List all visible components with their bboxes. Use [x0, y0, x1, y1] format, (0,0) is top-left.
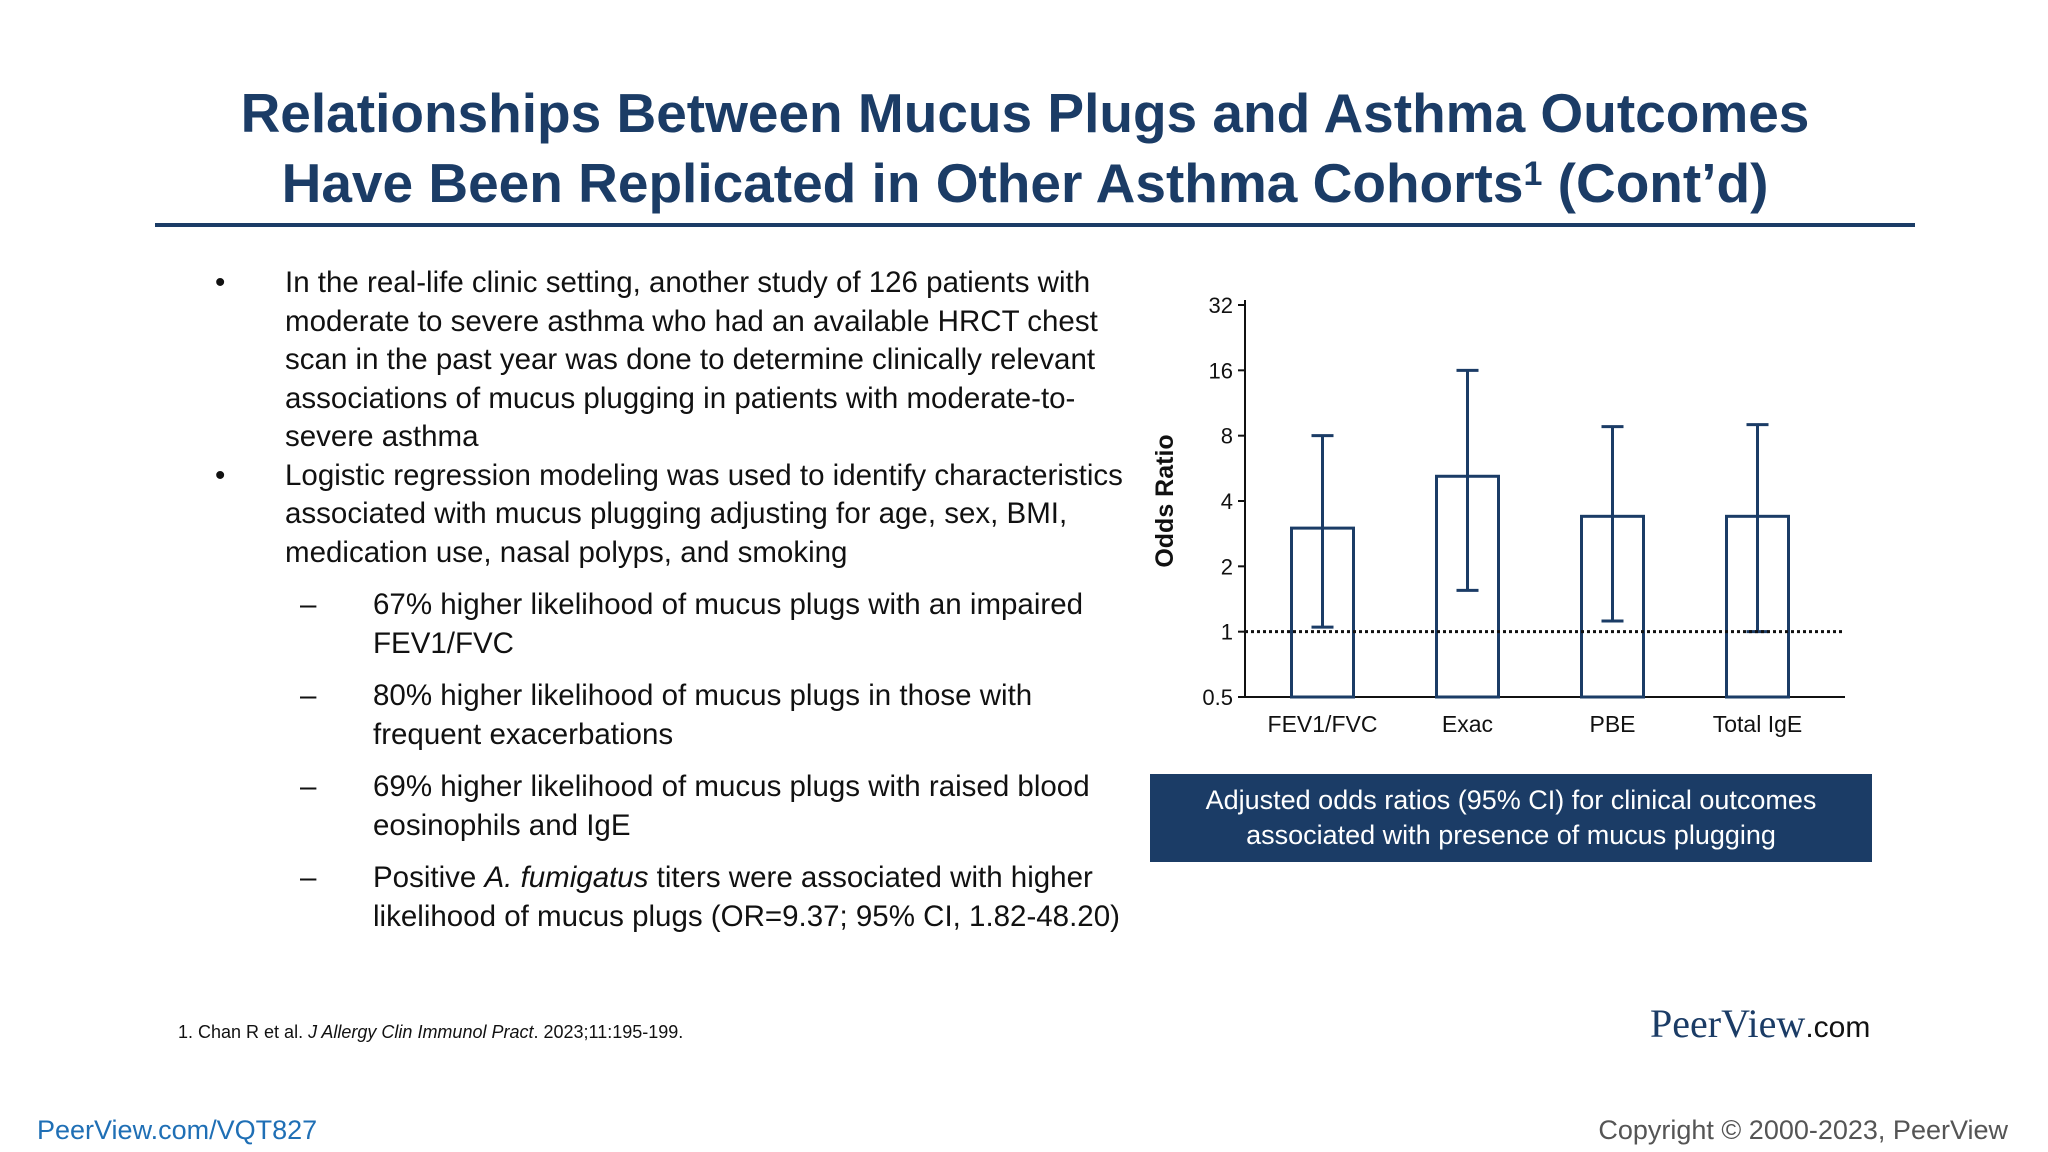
- y-axis-title: Odds Ratio: [1151, 434, 1179, 568]
- bullet-marker: •: [215, 266, 226, 299]
- slide-title: [150, 78, 1900, 218]
- bullet-item: [205, 264, 1145, 457]
- bullet-item: [205, 457, 1145, 573]
- sub-bullet-text-before: Positive: [373, 861, 485, 894]
- title-line-1: Relationships Between Mucus Plugs and Asthma Outcomes: [240, 82, 1810, 144]
- reference-prefix: 1. Chan R et al.: [178, 1022, 309, 1042]
- sub-bullet-item: [205, 768, 1145, 845]
- x-tick-label: FEV1/FVC: [1267, 711, 1378, 737]
- y-tick-label: 0.5: [1202, 685, 1233, 710]
- brand-logo: [1650, 1000, 1870, 1047]
- brand-tld: .com: [1805, 1011, 1871, 1044]
- sub-bullet-marker: –: [300, 588, 317, 621]
- copyright: Copyright © 2000-2023, PeerView: [1598, 1115, 2008, 1145]
- title-divider: [155, 223, 1915, 227]
- sub-bullet-marker: –: [300, 861, 317, 894]
- sub-bullet-text: 69% higher likelihood of mucus plugs with raised blood eosinophils and IgE: [373, 770, 1090, 842]
- reference-journal: J Allergy Clin Immunol Pract: [308, 1022, 534, 1042]
- title-line-2-text: Have Been Replicated in Other Asthma Cohorts: [281, 152, 1524, 214]
- y-tick-label: 2: [1220, 554, 1233, 580]
- bullet-marker: •: [215, 458, 226, 492]
- bullet-text: In the real-life clinic setting, another study of 126 patients with moderate to severe asthma who had an available HRCT chest scan in the past year was done to determine clinically relevant associations of mucus plugging in patients with moderate-to-severe asthma: [285, 266, 1098, 453]
- x-tick-label: Exac: [1441, 711, 1494, 737]
- sub-bullet-text-after: titers were associated with higher likelihood of mucus plugs (OR=9.37; 95% CI, 1.82-48.20): [373, 861, 1120, 933]
- y-tick-label: 1: [1220, 619, 1233, 645]
- title-line-2: [150, 148, 1900, 218]
- y-tick-label: 16: [1208, 358, 1233, 384]
- title-suffix: (Cont’d): [1542, 152, 1769, 214]
- reference-suffix: . 2023;11:195-199.: [533, 1022, 684, 1042]
- chart-caption-text: Adjusted odds ratios (95% CI) for clinical outcomes associated with presence of mucus plugging: [1205, 785, 1817, 850]
- sub-bullet-text: 67% higher likelihood of mucus plugs with an impaired FEV1/FVC: [373, 588, 1084, 660]
- y-tick-label: 32: [1208, 293, 1233, 318]
- sub-bullet-item: [205, 677, 1145, 754]
- species-name: A. fumigatus: [484, 861, 649, 894]
- y-tick-label: 8: [1220, 423, 1233, 449]
- x-tick-label: PBE: [1589, 711, 1636, 737]
- sub-bullet-item: [205, 586, 1145, 663]
- sub-bullet-item: [205, 859, 1145, 936]
- sub-bullet-text: 80% higher likelihood of mucus plugs in those with frequent exacerbations: [373, 679, 1033, 751]
- sub-bullet-text: [373, 861, 1120, 933]
- brand-name: PeerView: [1650, 1001, 1806, 1046]
- odds-ratio-chart: [1140, 285, 1860, 755]
- bullet-text: Logistic regression modeling was used to identify characteristics associated with mucus plugging adjusting for age, sex, BMI, medication use, nasal polyps, and smoking: [285, 458, 1123, 569]
- sub-bullet-marker: –: [300, 770, 317, 803]
- title-footnote-marker: 1: [1523, 155, 1543, 193]
- footer-link[interactable]: PeerView.com/VQT827: [37, 1115, 318, 1145]
- y-tick-label: 4: [1220, 489, 1233, 514]
- chart-caption: [1150, 774, 1872, 862]
- reference: [178, 1022, 683, 1043]
- x-tick-label: Total IgE: [1712, 711, 1803, 737]
- bullet-list: [205, 264, 1145, 936]
- sub-bullet-marker: –: [300, 679, 317, 712]
